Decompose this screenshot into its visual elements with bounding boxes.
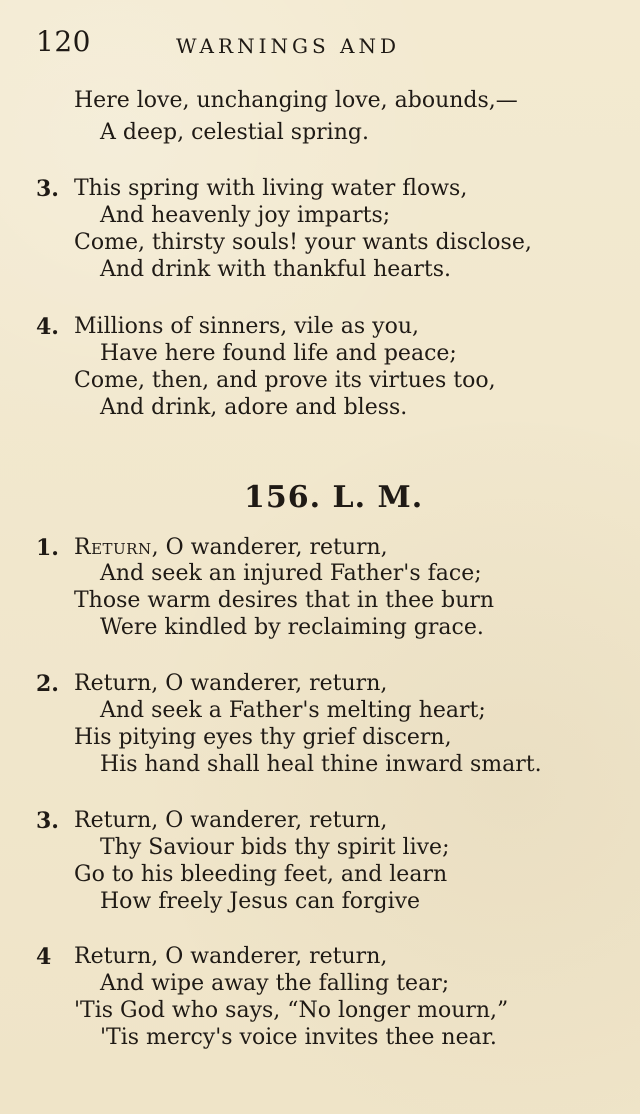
hymn-stanza-4-number: 4: [36, 944, 52, 970]
hymn-number-and-meter: 156. L. M.: [244, 480, 424, 515]
hymn-stanza-2-line-3: His pitying eyes thy grief discern,: [74, 725, 452, 750]
hymn-stanza-2-line-4: His hand shall heal thine inward smart.: [100, 752, 542, 777]
hymn-stanza-3-line-2: Thy Saviour bids thy spirit live;: [100, 835, 450, 860]
hymn-stanza-2-line-1: Return, O wanderer, return,: [74, 671, 388, 696]
hymn-stanza-1-line-1: [74, 537, 388, 559]
stanza-3-line-3: Come, thirsty souls! your wants disclose,: [74, 230, 532, 255]
stanza-3-number: 3.: [36, 176, 59, 202]
hymn-stanza-4-line-3: 'Tis God who says, “No longer mourn,”: [74, 998, 509, 1023]
hymn-stanza-1-first-line-rest: , O wanderer, return,: [151, 535, 388, 560]
hymn-stanza-1-first-word: Return: [74, 535, 152, 560]
stanza-4-line-4: And drink, adore and bless.: [100, 395, 408, 420]
hymn-stanza-1-number: 1.: [36, 535, 59, 561]
hymn-stanza-2-number: 2.: [36, 671, 59, 697]
hymn-stanza-2-line-2: And seek a Father's melting heart;: [100, 698, 486, 723]
hymn-stanza-4-line-2: And wipe away the falling tear;: [100, 971, 450, 996]
stanza-4-line-2: Have here found life and peace;: [100, 341, 457, 366]
stanza-3-line-4: And drink with thankful hearts.: [100, 257, 452, 282]
intro-line-1: Here love, unchanging love, abounds,—: [74, 88, 518, 113]
stanza-3-line-1: This spring with living water flows,: [74, 176, 468, 201]
hymn-stanza-3-line-3: Go to his bleeding feet, and learn: [74, 862, 448, 887]
hymn-stanza-3-number: 3.: [36, 808, 59, 834]
intro-line-2: A deep, celestial spring.: [100, 120, 369, 145]
running-head: WARNINGS AND: [176, 34, 400, 58]
stanza-4-line-3: Come, then, and prove its virtues too,: [74, 368, 496, 393]
stanza-4-line-1: Millions of sinners, vile as you,: [74, 314, 419, 339]
hymn-stanza-3-line-4: How freely Jesus can forgive: [100, 889, 421, 914]
page-header: [36, 25, 604, 62]
page-number: 120: [36, 25, 91, 58]
hymn-stanza-4-line-4: 'Tis mercy's voice invites thee near.: [100, 1025, 497, 1050]
hymn-stanza-1-line-3: Those warm desires that in thee burn: [74, 588, 495, 613]
hymn-stanza-1-line-4: Were kindled by reclaiming grace.: [100, 615, 484, 640]
hymn-stanza-4-line-1: Return, O wanderer, return,: [74, 944, 388, 969]
hymn-stanza-3-line-1: Return, O wanderer, return,: [74, 808, 388, 833]
hymn-stanza-1-line-2: And seek an injured Father's face;: [100, 561, 482, 586]
stanza-3-line-2: And heavenly joy imparts;: [100, 203, 391, 228]
stanza-4-number: 4.: [36, 314, 59, 340]
